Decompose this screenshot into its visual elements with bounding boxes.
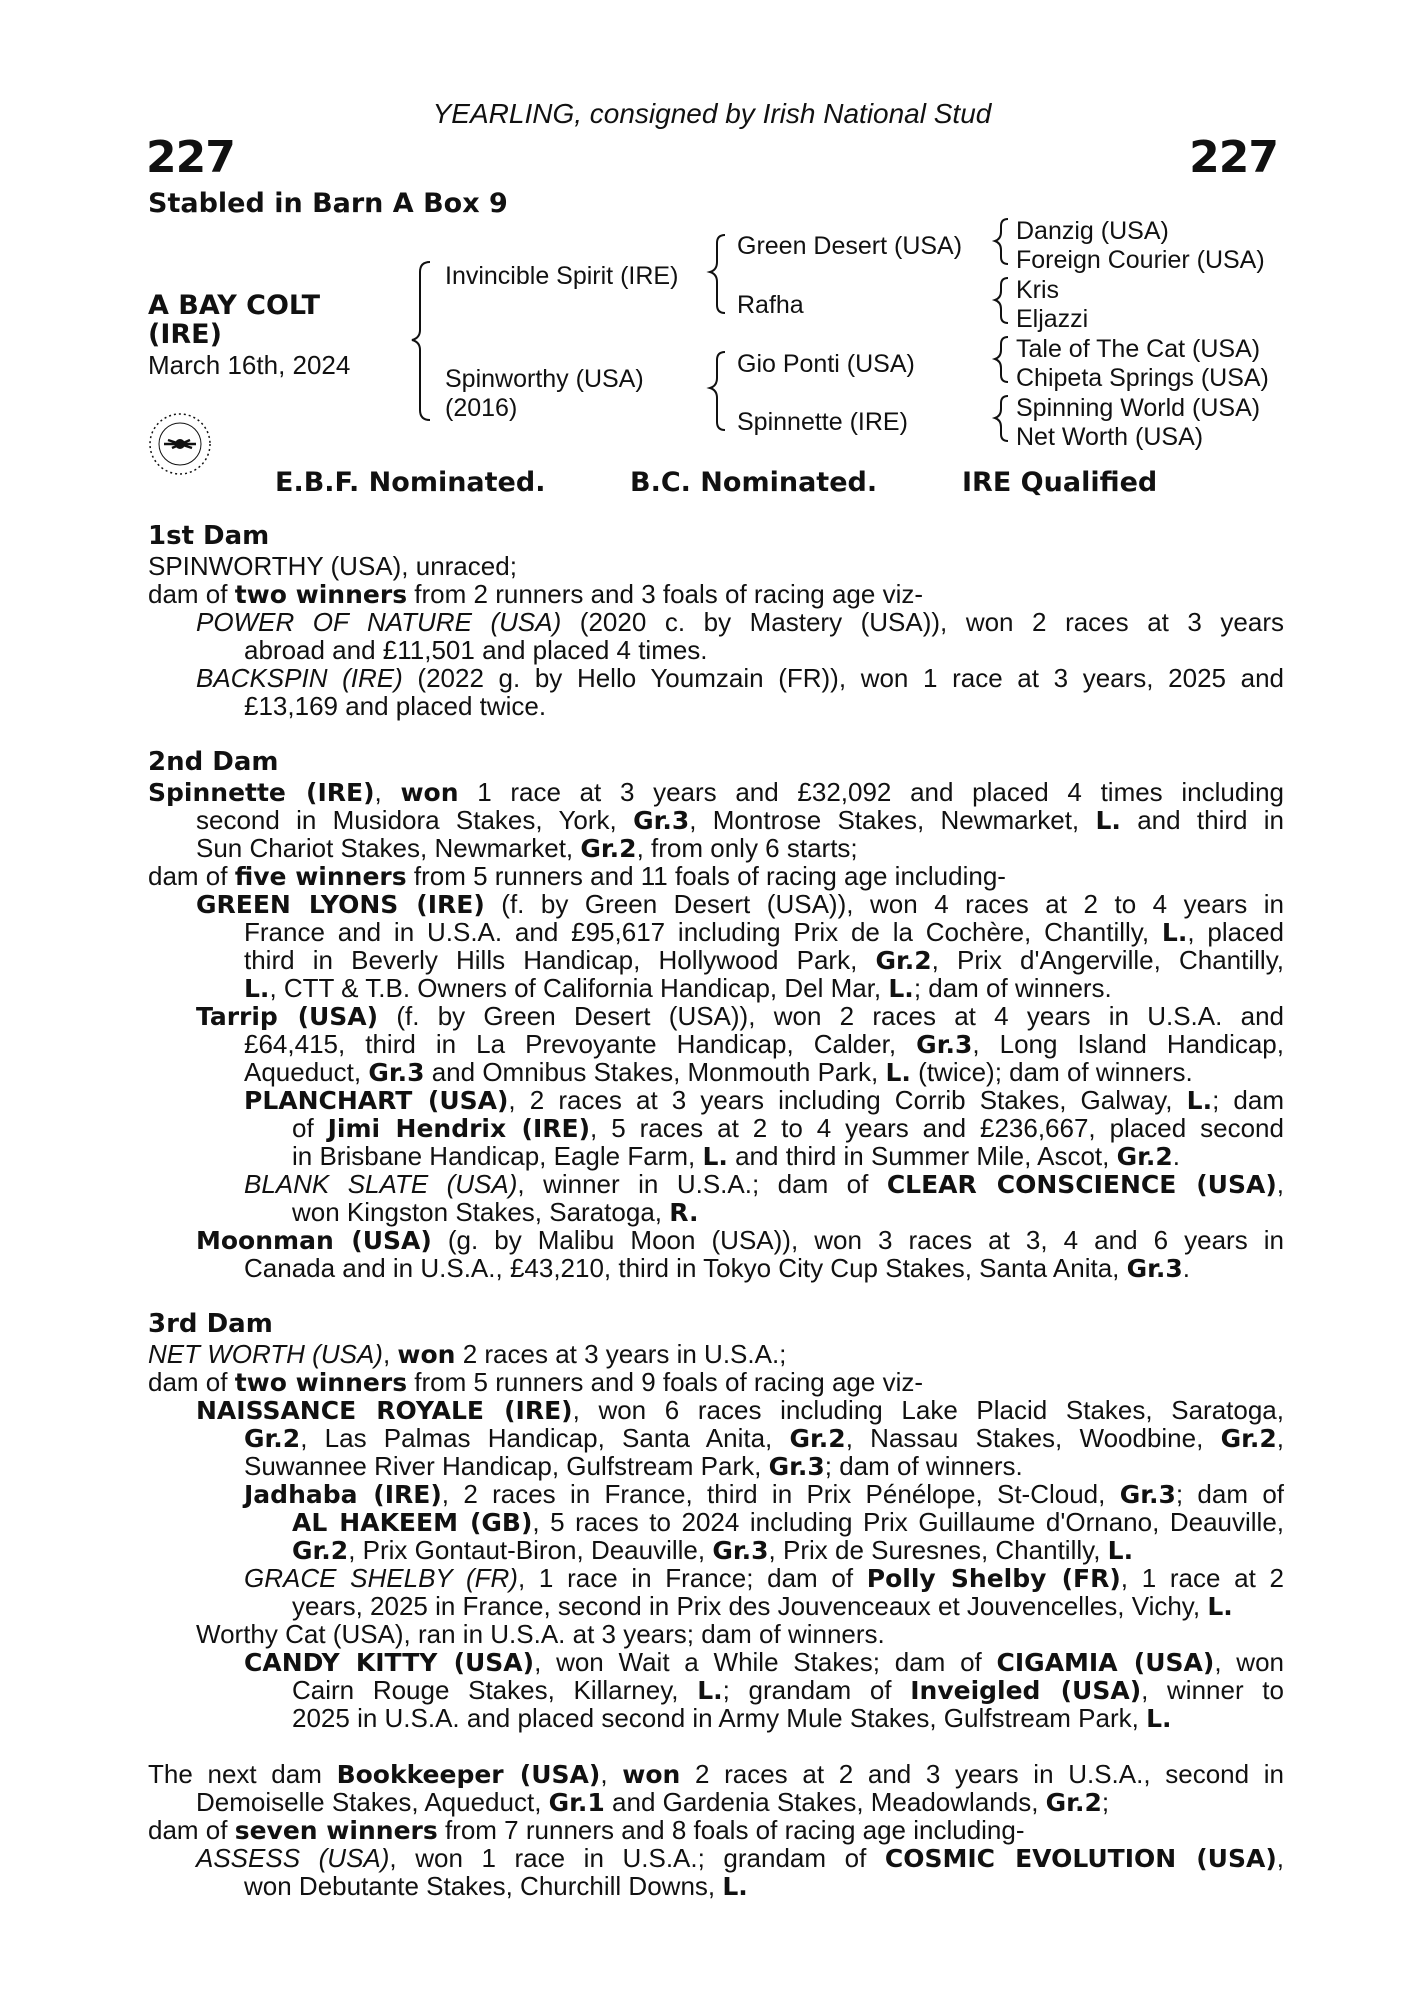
produce-entry-cont: France and in U.S.A. and £95,617 including Prix de la Cochère, Chantilly, L., placed [244, 917, 1284, 947]
lot-number-left: 227 [146, 132, 235, 183]
next-dam-line: The next dam Bookkeeper (USA), won 2 races at 2 and 3 years in U.S.A., second in [148, 1759, 1284, 1789]
pedigree-g3-2: Foreign Courier (USA) [1016, 246, 1265, 274]
produce-entry-cont: £13,169 and placed twice. [244, 691, 547, 721]
produce-entry: NAISSANCE ROYALE (IRE), won 6 races including Lake Placid Stakes, Saratoga, [196, 1395, 1284, 1425]
horse-name-line2: (IRE) [148, 319, 222, 350]
pedigree-sire-sire: Green Desert (USA) [737, 232, 963, 260]
first-dam-produce-summary: dam of two winners from 2 runners and 3 foals of racing age viz- [148, 579, 924, 609]
grand-produce-entry: BLANK SLATE (USA), winner in U.S.A.; dam of CLEAR CONSCIENCE (USA), [244, 1169, 1284, 1199]
pedigree-g3-1: Danzig (USA) [1016, 217, 1169, 245]
produce-entry-cont: Canada and in U.S.A., £43,210, third in Tokyo City Cup Stakes, Santa Anita, Gr.3. [244, 1253, 1191, 1283]
grand-produce-entry-cont: won Kingston Stakes, Saratoga, R. [292, 1197, 699, 1227]
foaling-date: March 16th, 2024 [148, 350, 351, 380]
produce-entry: GREEN LYONS (IRE) (f. by Green Desert (USA)), won 4 races at 2 to 4 years in [196, 889, 1284, 919]
second-dam-line-cont: Sun Chariot Stakes, Newmarket, Gr.2, from only 6 starts; [196, 833, 858, 863]
second-dam-line: Spinnette (IRE), won 1 race at 3 years and £32,092 and placed 4 times including [148, 777, 1284, 807]
pedigree-g3-3: Kris [1016, 276, 1060, 304]
grand-produce-entry: Jadhaba (IRE), 2 races in France, third in Prix Pénélope, St-Cloud, Gr.3; dam of [244, 1479, 1284, 1509]
produce-entry-cont: £64,415, third in La Prevoyante Handicap, Calder, Gr.3, Long Island Handicap, [244, 1029, 1284, 1059]
bc-nominated: B.C. Nominated. [630, 467, 878, 498]
first-dam-heading: 1st Dam [148, 521, 270, 551]
pedigree-dam-dam: Spinnette (IRE) [737, 408, 908, 436]
second-dam-line-cont: second in Musidora Stakes, York, Gr.3, Montrose Stakes, Newmarket, L. and third in [196, 805, 1285, 835]
consignment-line: YEARLING, consigned by Irish National Stud [432, 98, 992, 129]
grand-produce-entry: PLANCHART (USA), 2 races at 3 years including Corrib Stakes, Galway, L.; dam [244, 1085, 1284, 1115]
grand-produce-entry-cont: AL HAKEEM (GB), 5 races to 2024 including Prix Guillaume d'Ornano, Deauville, [292, 1507, 1285, 1537]
pedigree-sire: Invincible Spirit (IRE) [445, 262, 679, 290]
first-dam-line: SPINWORTHY (USA), unraced; [148, 551, 517, 581]
lot-number-right: 227 [1189, 132, 1278, 183]
pedigree-sire-dam: Rafha [737, 291, 804, 319]
pedigree-g3-5: Tale of The Cat (USA) [1016, 335, 1261, 363]
horse-name-line1: A BAY COLT [148, 290, 321, 321]
produce-entry-cont: won Debutante Stakes, Churchill Downs, L. [244, 1871, 748, 1901]
produce-entry: Tarrip (USA) (f. by Green Desert (USA)), won 2 races at 4 years in U.S.A. and [196, 1001, 1284, 1031]
stabling-location: Stabled in Barn A Box 9 [148, 188, 508, 219]
grand-produce-entry-cont: years, 2025 in France, second in Prix des Jouvenceaux et Jouvencelles, Vichy, L. [292, 1591, 1233, 1621]
produce-entry: POWER OF NATURE (USA) (2020 c. by Mastery (USA)), won 2 races at 3 years [196, 607, 1285, 637]
pedigree-g3-6: Chipeta Springs (USA) [1016, 364, 1269, 392]
next-dam-produce-summary: dam of seven winners from 7 runners and 8 foals of racing age including- [148, 1815, 1025, 1845]
pedigree-braces [0, 0, 1424, 460]
third-dam-produce-summary: dam of two winners from 5 runners and 9 foals of racing age viz- [148, 1367, 924, 1397]
second-dam-produce-summary: dam of five winners from 5 runners and 11 foals of racing age including- [148, 861, 1006, 891]
produce-entry-cont: Aqueduct, Gr.3 and Omnibus Stakes, Monmouth Park, L. (twice); dam of winners. [244, 1057, 1193, 1087]
ire-qualified: IRE Qualified [962, 467, 1158, 498]
second-dam-heading: 2nd Dam [148, 747, 279, 777]
produce-entry-cont: abroad and £11,501 and placed 4 times. [244, 635, 708, 665]
grand-produce-entry-cont: of Jimi Hendrix (IRE), 5 races at 2 to 4 years and £236,667, placed second [292, 1113, 1284, 1143]
produce-entry: Moonman (USA) (g. by Malibu Moon (USA)), won 3 races at 3, 4 and 6 years in [196, 1225, 1284, 1255]
next-dam-line-cont: Demoiselle Stakes, Aqueduct, Gr.1 and Gardenia Stakes, Meadowlands, Gr.2; [196, 1787, 1110, 1817]
grand-produce-entry-cont: Cairn Rouge Stakes, Killarney, L.; grandam of Inveigled (USA), winner to [292, 1675, 1284, 1705]
pedigree-g3-7: Spinning World (USA) [1016, 394, 1261, 422]
produce-entry-cont: third in Beverly Hills Handicap, Hollywood Park, Gr.2, Prix d'Angerville, Chantilly, [244, 945, 1284, 975]
produce-entry-cont: L., CTT & T.B. Owners of California Handicap, Del Mar, L.; dam of winners. [244, 973, 1112, 1003]
produce-entry: BACKSPIN (IRE) (2022 g. by Hello Youmzain (FR)), won 1 race at 3 years, 2025 and [196, 663, 1284, 693]
grand-produce-entry-cont: Gr.2, Prix Gontaut-Biron, Deauville, Gr.3, Prix de Suresnes, Chantilly, L. [292, 1535, 1134, 1565]
pedigree-dam-sire: Gio Ponti (USA) [737, 350, 915, 378]
grand-produce-entry-cont: in Brisbane Handicap, Eagle Farm, L. and third in Summer Mile, Ascot, Gr.2. [292, 1141, 1181, 1171]
pedigree-g3-4: Eljazzi [1016, 305, 1089, 333]
grand-produce-entry: CANDY KITTY (USA), won Wait a While Stakes; dam of CIGAMIA (USA), won [244, 1647, 1285, 1677]
produce-entry: ASSESS (USA), won 1 race in U.S.A.; grandam of COSMIC EVOLUTION (USA), [196, 1843, 1284, 1873]
catalogue-body [148, 522, 1284, 1900]
third-dam-heading: 3rd Dam [148, 1309, 273, 1339]
pedigree-dam: Spinworthy (USA) [445, 365, 644, 393]
grand-produce-entry: GRACE SHELBY (FR), 1 race in France; dam of Polly Shelby (FR), 1 race at 2 [244, 1563, 1285, 1593]
pedigree-g3-8: Net Worth (USA) [1016, 423, 1204, 451]
ebf-nominated: E.B.F. Nominated. [275, 467, 546, 498]
pedigree-dam-year: (2016) [445, 394, 518, 422]
third-dam-line: NET WORTH (USA), won 2 races at 3 years in U.S.A.; [148, 1339, 787, 1369]
grand-produce-entry-cont: 2025 in U.S.A. and placed second in Army Mule Stakes, Gulfstream Park, L. [292, 1703, 1172, 1733]
produce-entry-cont: Gr.2, Las Palmas Handicap, Santa Anita, Gr.2, Nassau Stakes, Woodbine, Gr.2, [244, 1423, 1284, 1453]
produce-entry-cont: Suwannee River Handicap, Gulfstream Park, Gr.3; dam of winners. [244, 1451, 1023, 1481]
produce-entry: Worthy Cat (USA), ran in U.S.A. at 3 years; dam of winners. [196, 1619, 885, 1649]
